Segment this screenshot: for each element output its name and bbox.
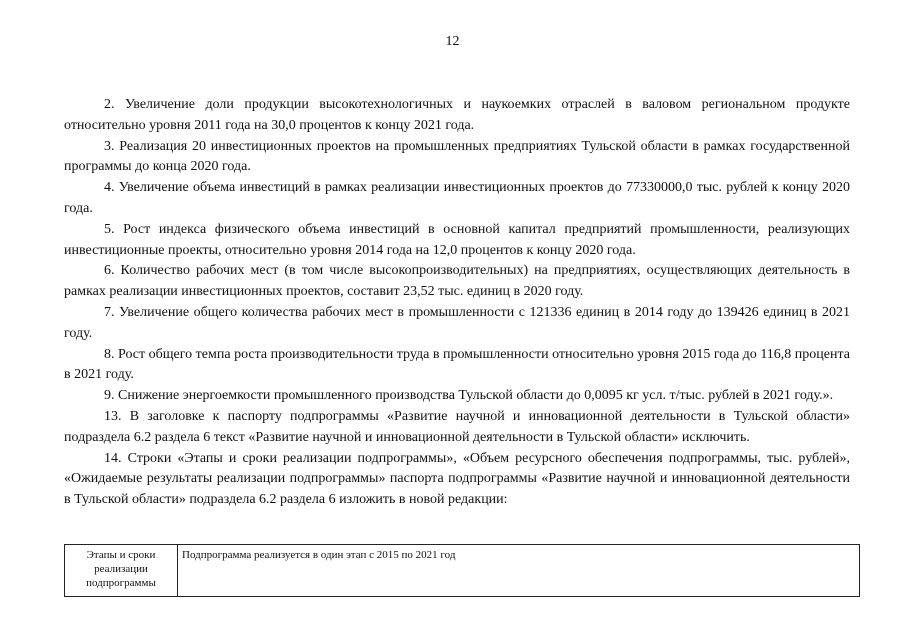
paragraph-item-9: 9. Снижение энергоемкости промышленного производства Тульской области до 0,0095 кг усл. т/тыс. рублей в 2021 году.». bbox=[104, 388, 834, 404]
page-number: 12 bbox=[445, 34, 460, 49]
paragraph-clause-14: 14. Строки «Этапы и сроки реализации подпрограммы», «Объем ресурсного обеспечения подпрограммы, тыс. рублей», «Ожидаемые результаты реализации подпрограммы» паспорта подпрограммы «Развитие научной и инновационной деятельности в Тульской области» подраздела 6.2 раздела 6 изложить в новой редакции: bbox=[64, 450, 850, 508]
paragraph-item-5: 5. Рост индекса физического объема инвестиций в основной капитал предприятий промышленности, реализующих инвестиционные проекты, относительно уровня 2014 года на 12,0 процентов к концу 2020 года. bbox=[64, 221, 850, 258]
paragraph-item-6: 6. Количество рабочих мест (в том числе высокопроизводительных) на предприятиях, осуществляющих деятельность в рамках реализации инвестиционных проектов, составит 23,52 тыс. единиц в 2020 году. bbox=[64, 263, 850, 300]
table-row bbox=[65, 545, 860, 597]
paragraph-item-2: 2. Увеличение доли продукции высокотехнологичных и наукоемких отраслей в валовом региональном продукте относительно уровня 2011 года на 30,0 процентов к концу 2021 года. bbox=[64, 97, 850, 133]
paragraph-item-3: 3. Реализация 20 инвестиционных проектов на промышленных предприятиях Тульской области в рамках государственной программы до конца 2020 года. bbox=[64, 138, 850, 175]
passport-table bbox=[64, 544, 860, 597]
paragraph-clause-13: 13. В заголовке к паспорту подпрограммы «Развитие научной и инновационной деятельности в Тульской области» подраздела 6.2 раздела 6 текст «Развитие научной и инновационной деятельности в Тульской области» исключить. bbox=[64, 408, 850, 445]
document-body bbox=[64, 95, 850, 511]
table-cell-value: Подпрограмма реализуется в один этап с 2015 по 2021 год bbox=[178, 545, 860, 597]
table-cell-label: Этапы и сроки реализации подпрограммы bbox=[65, 545, 178, 597]
passport-table-wrapper bbox=[64, 544, 860, 597]
paragraph-item-4: 4. Увеличение объема инвестиций в рамках реализации инвестиционных проектов до 77330000,0 тыс. рублей к концу 2020 года. bbox=[64, 180, 850, 216]
paragraph-item-7: 7. Увеличение общего количества рабочих мест в промышленности с 121336 единиц в 2014 году до 139426 единиц в 2021 году. bbox=[64, 304, 850, 341]
paragraph-item-8: 8. Рост общего темпа роста производительности труда в промышленности относительно уровня 2015 года до 116,8 процента в 2021 году. bbox=[64, 346, 850, 383]
